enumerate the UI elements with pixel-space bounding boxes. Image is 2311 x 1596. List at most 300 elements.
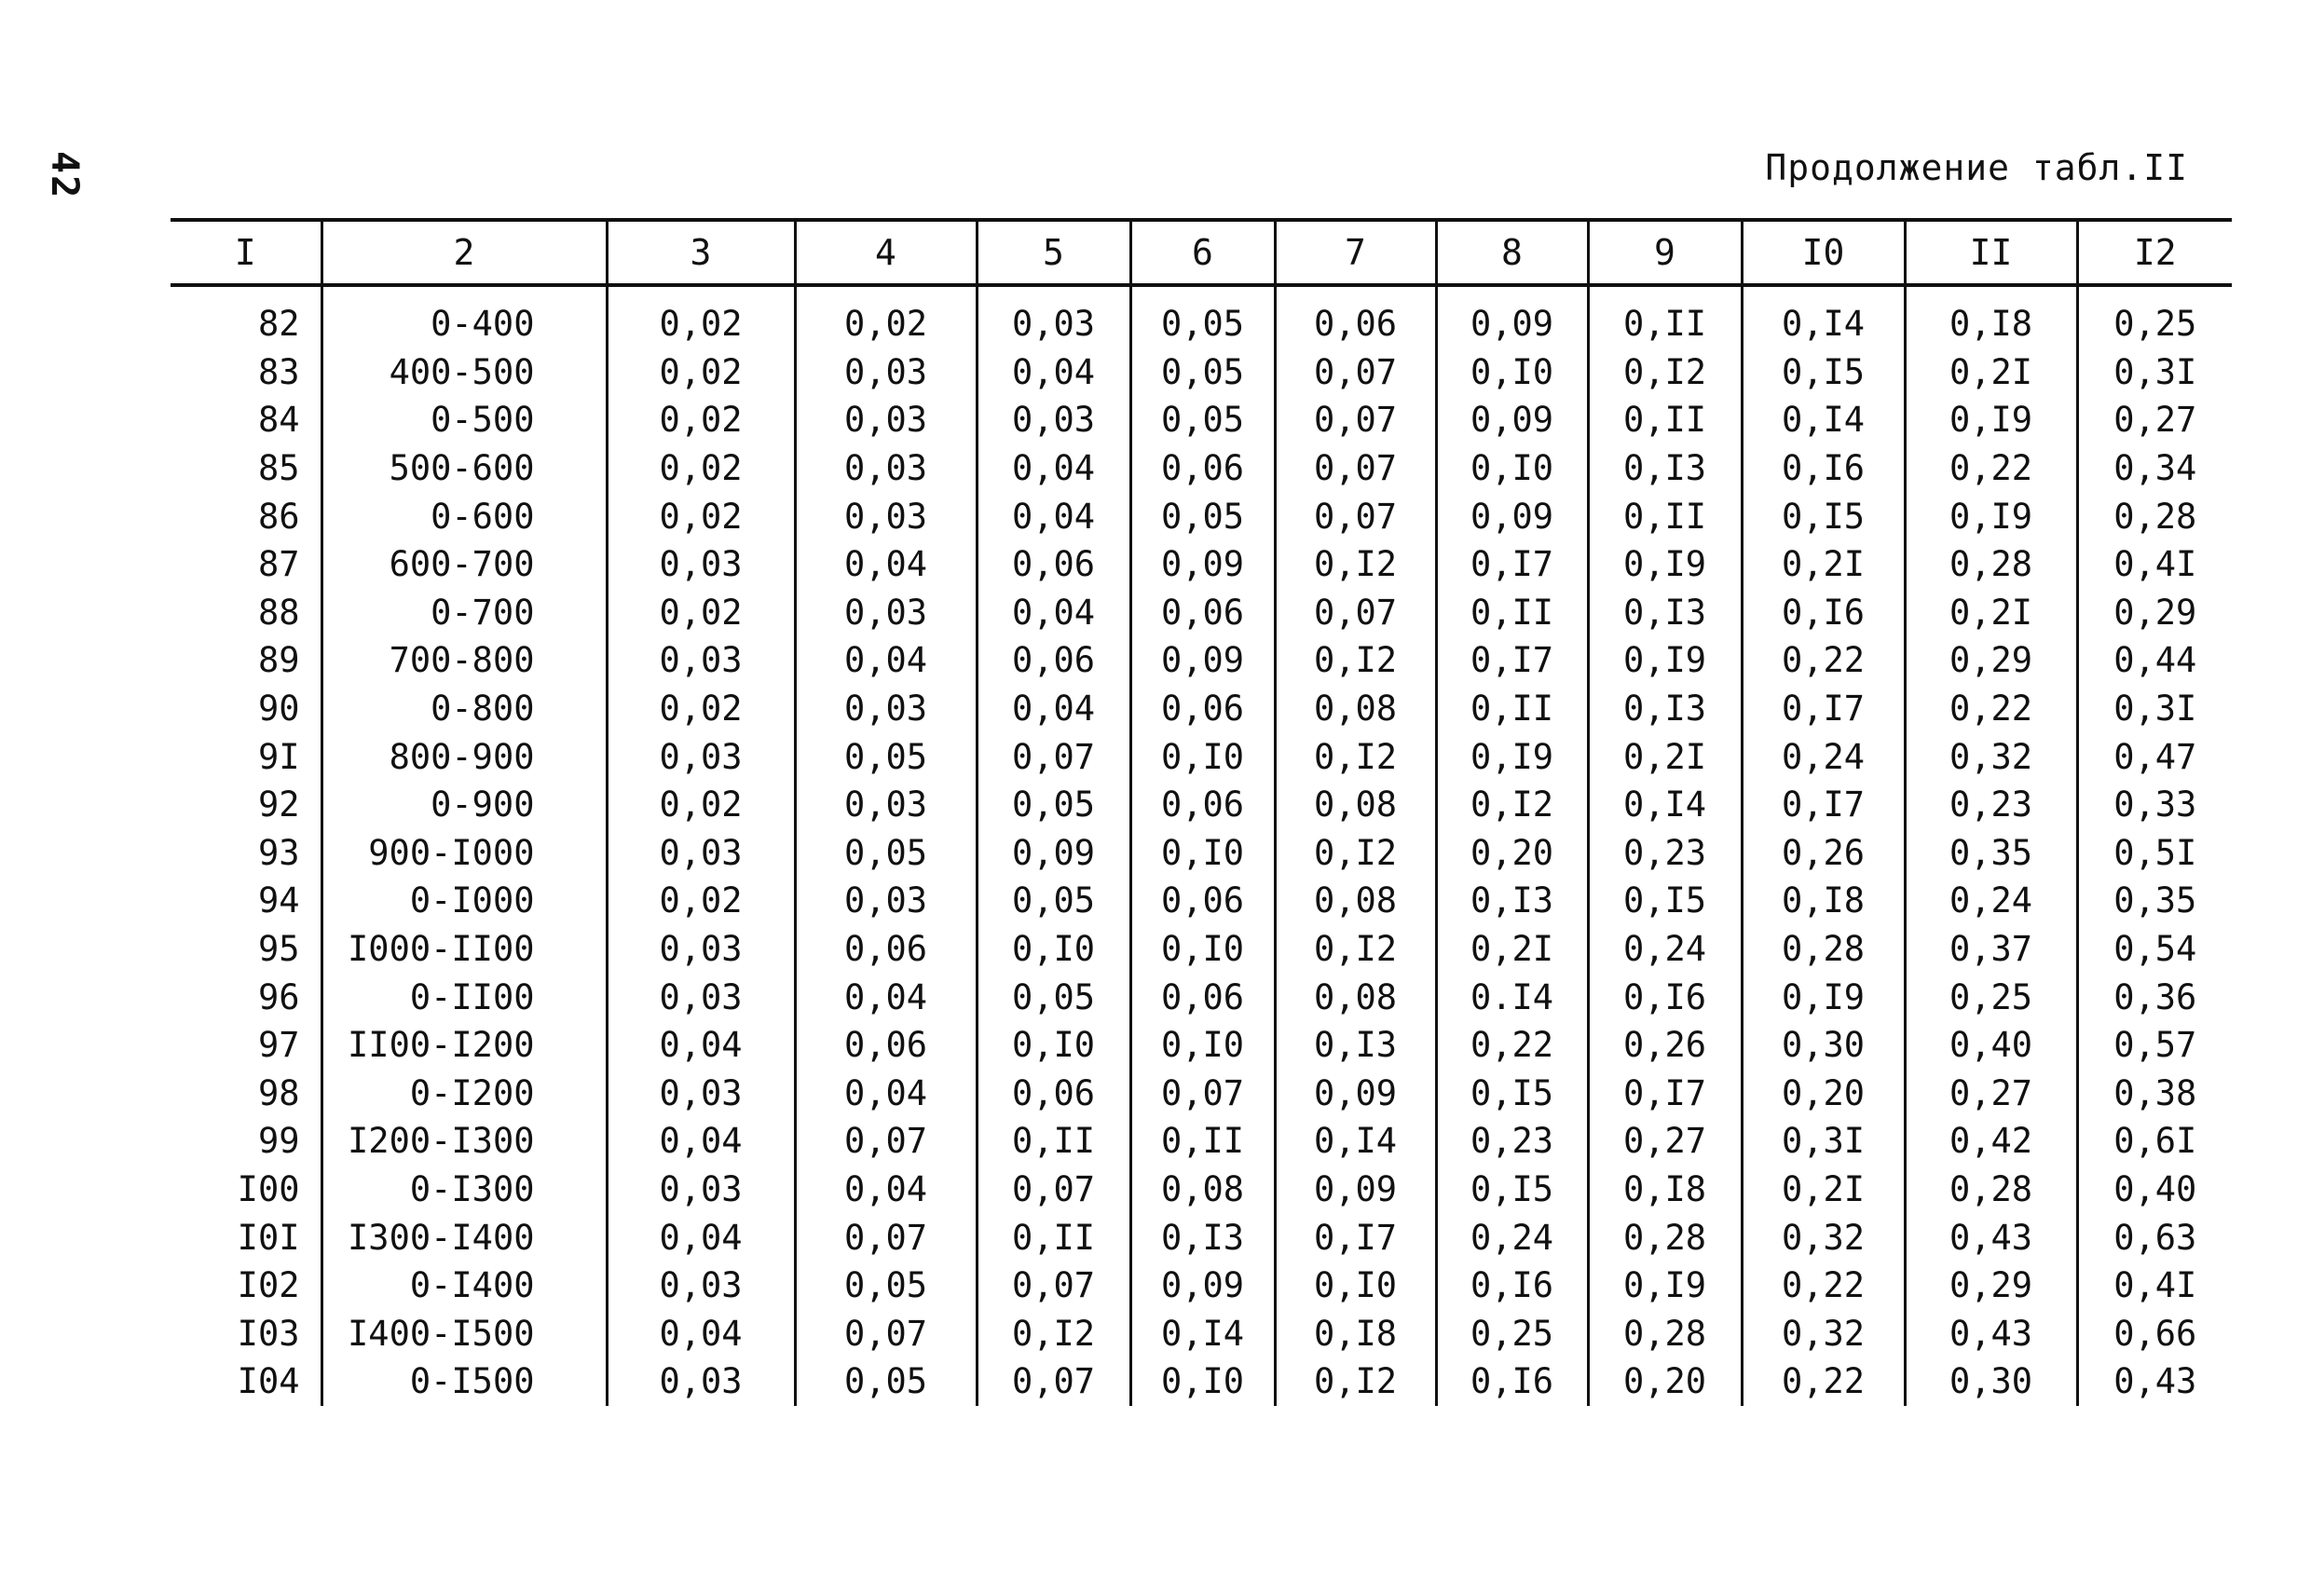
value-cell: 0,I2	[1275, 829, 1436, 878]
value-cell: 0,03	[977, 285, 1130, 348]
value-cell: 0,32	[1905, 732, 2077, 781]
value-cell: 0,I0	[1130, 1357, 1275, 1406]
value-cell: 0,03	[607, 1262, 795, 1310]
value-cell: 0,I7	[1588, 1070, 1742, 1118]
value-cell: 0,33	[2077, 781, 2232, 829]
value-cell: 0,03	[795, 685, 977, 733]
value-cell: 0,25	[2077, 285, 2232, 348]
value-cell: 0,06	[1130, 973, 1275, 1021]
table-row	[171, 444, 2232, 493]
range-cell: 0-I400	[321, 1262, 607, 1310]
value-cell: 0,07	[1275, 444, 1436, 493]
value-cell: 0,66	[2077, 1309, 2232, 1357]
table-row	[171, 540, 2232, 589]
row-number-cell: 86	[257, 496, 300, 537]
value-cell: 0,28	[1905, 1166, 2077, 1214]
value-cell: 0,2I	[1588, 732, 1742, 781]
value-cell: 0,3I	[1742, 1117, 1905, 1166]
value-cell: 0,25	[1905, 973, 2077, 1021]
value-cell: 0,26	[1742, 829, 1905, 878]
range-cell: I400-I500	[321, 1309, 607, 1357]
value-cell: 0,04	[795, 636, 977, 685]
value-cell: 0,08	[1275, 877, 1436, 925]
value-cell: 0,I9	[1588, 636, 1742, 685]
value-cell: 0,03	[607, 540, 795, 589]
row-number-cell: 94	[257, 880, 300, 921]
value-cell: 0,I0	[1130, 829, 1275, 878]
value-cell: 0,I7	[1275, 1213, 1436, 1262]
table-row	[171, 781, 2232, 829]
value-cell: 0,57	[2077, 1021, 2232, 1070]
value-cell: 0,03	[977, 396, 1130, 444]
value-cell: 0,04	[977, 492, 1130, 540]
range-cell: 0-I200	[321, 1070, 607, 1118]
value-cell: 0,03	[607, 636, 795, 685]
value-cell: 0,II	[1588, 492, 1742, 540]
value-cell: 0,06	[1130, 877, 1275, 925]
value-cell: 0,09	[1436, 492, 1588, 540]
value-cell: 0,07	[795, 1213, 977, 1262]
value-cell: 0,07	[1275, 348, 1436, 397]
value-cell: 0,28	[1588, 1213, 1742, 1262]
value-cell: 0,03	[795, 877, 977, 925]
value-cell: 0,28	[1905, 540, 2077, 589]
value-cell: 0,02	[795, 285, 977, 348]
value-cell: 0,04	[607, 1213, 795, 1262]
value-cell: 0,06	[1275, 285, 1436, 348]
value-cell: 0,22	[1905, 685, 2077, 733]
row-number-cell: I0I	[237, 1217, 300, 1258]
value-cell: 0,27	[1905, 1070, 2077, 1118]
range-cell: 600-700	[321, 540, 607, 589]
range-cell: I000-II00	[321, 925, 607, 974]
row-number-cell: I00	[237, 1168, 300, 1209]
value-cell: 0,04	[795, 1166, 977, 1214]
value-cell: 0,24	[1436, 1213, 1588, 1262]
value-cell: 0,47	[2077, 732, 2232, 781]
range-cell: 800-900	[321, 732, 607, 781]
value-cell: 0,I3	[1130, 1213, 1275, 1262]
value-cell: 0,I6	[1742, 589, 1905, 637]
row-number-cell: 89	[257, 640, 300, 681]
range-cell: 0-700	[321, 589, 607, 637]
range-cell: 0-400	[321, 285, 607, 348]
value-cell: 0,I9	[1436, 732, 1588, 781]
column-header: 9	[1588, 220, 1742, 285]
value-cell: 0,22	[1742, 1357, 1905, 1406]
value-cell: 0,09	[1130, 1262, 1275, 1310]
value-cell: 0,II	[977, 1213, 1130, 1262]
value-cell: 0,05	[795, 829, 977, 878]
value-cell: 0,2I	[1905, 348, 2077, 397]
value-cell: 0,08	[1275, 685, 1436, 733]
range-cell: 0-600	[321, 492, 607, 540]
value-cell: 0,I2	[1275, 925, 1436, 974]
value-cell: 0,I3	[1588, 444, 1742, 493]
value-cell: 0,02	[607, 877, 795, 925]
value-cell: 0,06	[1130, 781, 1275, 829]
value-cell: 0,05	[1130, 348, 1275, 397]
row-number-cell: 88	[257, 592, 300, 633]
value-cell: 0,43	[1905, 1309, 2077, 1357]
table-row	[171, 1309, 2232, 1357]
column-header: I	[171, 220, 321, 285]
value-cell: 0,02	[607, 348, 795, 397]
value-cell: 0,I6	[1588, 973, 1742, 1021]
value-cell: 0,I5	[1436, 1070, 1588, 1118]
value-cell: 0,08	[1275, 781, 1436, 829]
value-cell: 0,05	[977, 877, 1130, 925]
table-row	[171, 1021, 2232, 1070]
row-number-cell: 95	[257, 929, 300, 970]
range-cell: 0-I000	[321, 877, 607, 925]
value-cell: 0,04	[977, 685, 1130, 733]
value-cell: 0,06	[795, 1021, 977, 1070]
value-cell: 0,I5	[1742, 348, 1905, 397]
value-cell: 0,I9	[1905, 492, 2077, 540]
value-cell: 0,I0	[1275, 1262, 1436, 1310]
value-cell: 0,I8	[1588, 1166, 1742, 1214]
value-cell: 0,I7	[1742, 781, 1905, 829]
value-cell: 0,20	[1588, 1357, 1742, 1406]
table-header	[171, 220, 2232, 285]
value-cell: 0,I0	[1130, 925, 1275, 974]
table-row	[171, 877, 2232, 925]
value-cell: 0,09	[1130, 636, 1275, 685]
row-number-cell: 83	[257, 351, 300, 392]
value-cell: 0,07	[795, 1309, 977, 1357]
value-cell: 0,05	[795, 1262, 977, 1310]
value-cell: 0,I8	[1905, 285, 2077, 348]
value-cell: 0,02	[607, 285, 795, 348]
value-cell: 0,54	[2077, 925, 2232, 974]
table-row	[171, 396, 2232, 444]
value-cell: 0.I4	[1436, 973, 1588, 1021]
value-cell: 0,02	[607, 685, 795, 733]
value-cell: 0,30	[1742, 1021, 1905, 1070]
value-cell: 0,I0	[1436, 348, 1588, 397]
value-cell: 0,4I	[2077, 540, 2232, 589]
row-number-cell: I04	[237, 1361, 300, 1402]
value-cell: 0,I4	[1588, 781, 1742, 829]
value-cell: 0,03	[795, 589, 977, 637]
range-cell: 700-800	[321, 636, 607, 685]
value-cell: 0,03	[795, 444, 977, 493]
value-cell: 0,27	[2077, 396, 2232, 444]
range-cell: 400-500	[321, 348, 607, 397]
value-cell: 0,05	[977, 781, 1130, 829]
value-cell: 0,38	[2077, 1070, 2232, 1118]
value-cell: 0,4I	[2077, 1262, 2232, 1310]
row-number-cell: 93	[257, 832, 300, 873]
data-table-container	[171, 218, 2232, 1406]
value-cell: 0,I7	[1436, 540, 1588, 589]
table-row	[171, 1262, 2232, 1310]
value-cell: 0,04	[607, 1021, 795, 1070]
value-cell: 0,2I	[1436, 925, 1588, 974]
value-cell: 0,22	[1742, 636, 1905, 685]
range-cell: 0-500	[321, 396, 607, 444]
row-number-cell: 9I	[257, 736, 300, 777]
column-header: I2	[2077, 220, 2232, 285]
value-cell: 0,04	[795, 1070, 977, 1118]
value-cell: 0,02	[607, 444, 795, 493]
value-cell: 0,32	[1742, 1309, 1905, 1357]
value-cell: 0,23	[1436, 1117, 1588, 1166]
value-cell: 0,04	[795, 973, 977, 1021]
value-cell: 0,28	[1588, 1309, 1742, 1357]
value-cell: 0,II	[1436, 685, 1588, 733]
range-cell: 0-900	[321, 781, 607, 829]
value-cell: 0,40	[1905, 1021, 2077, 1070]
value-cell: 0,II	[1588, 285, 1742, 348]
value-cell: 0,29	[2077, 589, 2232, 637]
value-cell: 0,2I	[1742, 540, 1905, 589]
table-row	[171, 973, 2232, 1021]
table-row	[171, 1070, 2232, 1118]
value-cell: 0,I8	[1275, 1309, 1436, 1357]
value-cell: 0,I0	[1436, 444, 1588, 493]
value-cell: 0,29	[1905, 636, 2077, 685]
range-cell: II00-I200	[321, 1021, 607, 1070]
range-cell: 0-I300	[321, 1166, 607, 1214]
value-cell: 0,03	[795, 781, 977, 829]
table-row	[171, 1213, 2232, 1262]
value-cell: 0,04	[607, 1309, 795, 1357]
value-cell: 0,I4	[1742, 396, 1905, 444]
value-cell: 0,03	[607, 1166, 795, 1214]
table-row	[171, 1357, 2232, 1406]
value-cell: 0,I0	[977, 925, 1130, 974]
value-cell: 0,28	[1742, 925, 1905, 974]
value-cell: 0,07	[1275, 396, 1436, 444]
value-cell: 0,07	[977, 1357, 1130, 1406]
value-cell: 0,03	[795, 348, 977, 397]
value-cell: 0,29	[1905, 1262, 2077, 1310]
row-number-cell: 87	[257, 544, 300, 585]
value-cell: 0,02	[607, 396, 795, 444]
row-number-cell: I02	[237, 1265, 300, 1306]
value-cell: 0,08	[1130, 1166, 1275, 1214]
value-cell: 0,23	[1905, 781, 2077, 829]
table-row	[171, 348, 2232, 397]
value-cell: 0,02	[607, 589, 795, 637]
table-row	[171, 285, 2232, 348]
value-cell: 0,I6	[1436, 1357, 1588, 1406]
value-cell: 0,07	[977, 1166, 1130, 1214]
value-cell: 0,03	[795, 396, 977, 444]
value-cell: 0,I3	[1436, 877, 1588, 925]
value-cell: 0,09	[1436, 396, 1588, 444]
column-header: I0	[1742, 220, 1905, 285]
value-cell: 0,I3	[1588, 589, 1742, 637]
row-number-cell: I03	[237, 1313, 300, 1354]
value-cell: 0,03	[607, 973, 795, 1021]
column-header: 7	[1275, 220, 1436, 285]
value-cell: 0,09	[1275, 1070, 1436, 1118]
value-cell: 0,44	[2077, 636, 2232, 685]
value-cell: 0,06	[977, 1070, 1130, 1118]
column-header: 4	[795, 220, 977, 285]
value-cell: 0,I0	[977, 1021, 1130, 1070]
value-cell: 0,II	[1130, 1117, 1275, 1166]
value-cell: 0,03	[795, 492, 977, 540]
value-cell: 0,03	[607, 1070, 795, 1118]
value-cell: 0,07	[1130, 1070, 1275, 1118]
row-number-cell: 99	[257, 1121, 300, 1162]
value-cell: 0,23	[1588, 829, 1742, 878]
value-cell: 0,24	[1905, 877, 2077, 925]
value-cell: 0,I5	[1588, 877, 1742, 925]
value-cell: 0,I7	[1742, 685, 1905, 733]
value-cell: 0,II	[977, 1117, 1130, 1166]
value-cell: 0,24	[1742, 732, 1905, 781]
column-header: 6	[1130, 220, 1275, 285]
column-header: 5	[977, 220, 1130, 285]
value-cell: 0,05	[795, 732, 977, 781]
column-header: 2	[321, 220, 607, 285]
value-cell: 0,27	[1588, 1117, 1742, 1166]
value-cell: 0,I9	[1905, 396, 2077, 444]
value-cell: 0,20	[1436, 829, 1588, 878]
value-cell: 0,07	[1275, 492, 1436, 540]
row-number-cell: 97	[257, 1025, 300, 1066]
value-cell: 0,06	[977, 636, 1130, 685]
row-number-cell: 98	[257, 1072, 300, 1113]
value-cell: 0,06	[1130, 589, 1275, 637]
value-cell: 0,I3	[1588, 685, 1742, 733]
value-cell: 0,I9	[1742, 973, 1905, 1021]
column-header: 8	[1436, 220, 1588, 285]
value-cell: 0,05	[795, 1357, 977, 1406]
value-cell: 0,I4	[1742, 285, 1905, 348]
value-cell: 0,30	[1905, 1357, 2077, 1406]
range-cell: 0-800	[321, 685, 607, 733]
range-cell: I200-I300	[321, 1117, 607, 1166]
column-header: II	[1905, 220, 2077, 285]
value-cell: 0,2I	[1905, 589, 2077, 637]
value-cell: 0,06	[795, 925, 977, 974]
value-cell: 0,07	[795, 1117, 977, 1166]
value-cell: 0,35	[2077, 877, 2232, 925]
value-cell: 0,I2	[1436, 781, 1588, 829]
row-number-cell: 92	[257, 784, 300, 825]
value-cell: 0,34	[2077, 444, 2232, 493]
value-cell: 0,I9	[1588, 540, 1742, 589]
value-cell: 0,37	[1905, 925, 2077, 974]
value-cell: 0,25	[1436, 1309, 1588, 1357]
value-cell: 0,I2	[1275, 732, 1436, 781]
value-cell: 0,I7	[1436, 636, 1588, 685]
value-cell: 0,I2	[1275, 540, 1436, 589]
value-cell: 0,I5	[1742, 492, 1905, 540]
value-cell: 0,07	[1275, 589, 1436, 637]
value-cell: 0,I0	[1130, 732, 1275, 781]
value-cell: 0,05	[1130, 492, 1275, 540]
value-cell: 0,I8	[1742, 877, 1905, 925]
value-cell: 0,32	[1742, 1213, 1905, 1262]
value-cell: 0,09	[977, 829, 1130, 878]
value-cell: 0,06	[977, 540, 1130, 589]
value-cell: 0,I0	[1130, 1021, 1275, 1070]
row-number-cell: 96	[257, 976, 300, 1017]
header-row	[171, 220, 2232, 285]
value-cell: 0,43	[1905, 1213, 2077, 1262]
value-cell: 0,06	[1130, 685, 1275, 733]
value-cell: 0,09	[1436, 285, 1588, 348]
value-cell: 0,04	[977, 444, 1130, 493]
value-cell: 0,02	[607, 781, 795, 829]
value-cell: 0,22	[1742, 1262, 1905, 1310]
range-cell: 0-II00	[321, 973, 607, 1021]
value-cell: 0,63	[2077, 1213, 2232, 1262]
value-cell: 0,I6	[1436, 1262, 1588, 1310]
table-row	[171, 1166, 2232, 1214]
value-cell: 0,04	[977, 348, 1130, 397]
value-cell: 0,I6	[1742, 444, 1905, 493]
range-cell: 900-I000	[321, 829, 607, 878]
value-cell: 0,06	[1130, 444, 1275, 493]
value-cell: 0,20	[1742, 1070, 1905, 1118]
value-cell: 0,I2	[1588, 348, 1742, 397]
value-cell: 0,04	[607, 1117, 795, 1166]
value-cell: 0,43	[2077, 1357, 2232, 1406]
value-cell: 0,42	[1905, 1117, 2077, 1166]
row-number-cell: 84	[257, 400, 300, 441]
value-cell: 0,I4	[1130, 1309, 1275, 1357]
row-number-cell: 85	[257, 448, 300, 489]
value-cell: 0,36	[2077, 973, 2232, 1021]
value-cell: 0,II	[1588, 396, 1742, 444]
value-cell: 0,I3	[1275, 1021, 1436, 1070]
value-cell: 0,I9	[1588, 1262, 1742, 1310]
table-row	[171, 492, 2232, 540]
value-cell: 0,03	[607, 1357, 795, 1406]
value-cell: 0,2I	[1742, 1166, 1905, 1214]
value-cell: 0,I2	[1275, 636, 1436, 685]
range-cell: 500-600	[321, 444, 607, 493]
page-number: 42	[43, 151, 86, 200]
value-cell: 0,03	[607, 732, 795, 781]
value-cell: 0,03	[607, 925, 795, 974]
data-table	[171, 218, 2232, 1406]
row-number-cell: 90	[257, 689, 300, 730]
value-cell: 0,05	[1130, 396, 1275, 444]
value-cell: 0,28	[2077, 492, 2232, 540]
value-cell: 0,I5	[1436, 1166, 1588, 1214]
table-row	[171, 636, 2232, 685]
range-cell: I300-I400	[321, 1213, 607, 1262]
value-cell: 0,08	[1275, 973, 1436, 1021]
value-cell: 0,40	[2077, 1166, 2232, 1214]
continuation-title: Продолжение табл.II	[1765, 147, 2188, 188]
table-row	[171, 829, 2232, 878]
value-cell: 0,05	[977, 973, 1130, 1021]
table-row	[171, 589, 2232, 637]
value-cell: 0,03	[607, 829, 795, 878]
value-cell: 0,I2	[1275, 1357, 1436, 1406]
table-body	[171, 285, 2232, 1406]
value-cell: 0,3I	[2077, 348, 2232, 397]
value-cell: 0,07	[977, 732, 1130, 781]
range-cell: 0-I500	[321, 1357, 607, 1406]
table-row	[171, 732, 2232, 781]
value-cell: 0,09	[1130, 540, 1275, 589]
table-row	[171, 1117, 2232, 1166]
table-row	[171, 925, 2232, 974]
value-cell: 0,26	[1588, 1021, 1742, 1070]
value-cell: 0,35	[1905, 829, 2077, 878]
